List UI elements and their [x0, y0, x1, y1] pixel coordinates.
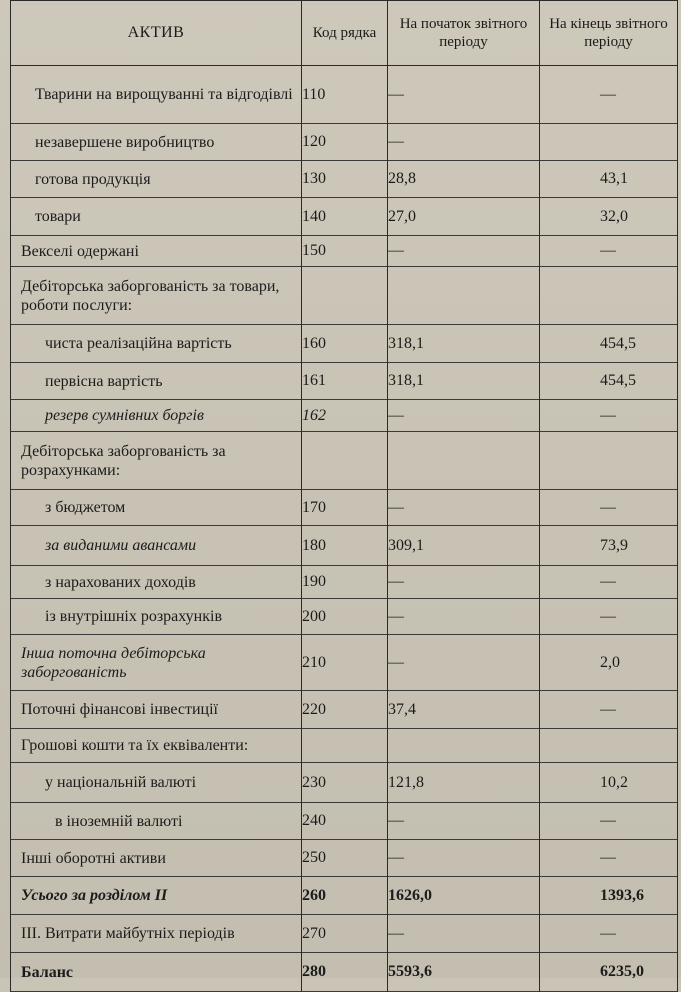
row-begin: —	[388, 840, 540, 877]
row-label: Інша поточна дебіторська заборгованість	[21, 644, 206, 681]
header-begin: На початок звітного періоду	[388, 1, 540, 66]
row-begin: 121,8	[388, 763, 540, 803]
header-code: Код рядка	[302, 1, 388, 66]
row-code: 280	[302, 953, 388, 992]
row-code: 260	[302, 877, 388, 915]
row-label: в іноземній валюті	[55, 812, 183, 830]
table-row	[11, 400, 678, 432]
row-begin: —	[388, 66, 540, 124]
row-label: Баланс	[21, 963, 74, 981]
row-end	[540, 267, 678, 325]
table-row	[11, 877, 678, 915]
table-header-row	[11, 1, 678, 66]
row-end: —	[540, 236, 678, 267]
row-end: 2,0	[540, 635, 678, 691]
row-begin: 28,8	[388, 161, 540, 198]
row-code: 110	[302, 66, 388, 124]
row-code: 140	[302, 198, 388, 236]
row-label: Інші оборотні активи	[21, 849, 166, 867]
row-end: —	[540, 915, 678, 953]
table-row	[11, 566, 678, 599]
row-end: 32,0	[540, 198, 678, 236]
row-begin: —	[388, 803, 540, 840]
row-begin: —	[388, 490, 540, 526]
row-end: 43,1	[540, 161, 678, 198]
table-row	[11, 432, 678, 490]
row-label: за виданими авансами	[45, 537, 197, 554]
row-begin: 318,1	[388, 325, 540, 363]
row-label: Тварини на вирощуванні та відгодівлі	[35, 86, 293, 103]
row-code: 270	[302, 915, 388, 953]
row-begin: —	[388, 124, 540, 161]
table-row	[11, 729, 678, 763]
row-code: 161	[302, 363, 388, 400]
table-row	[11, 840, 678, 877]
header-end: На кінець звітного періоду	[540, 1, 678, 66]
row-label: із внутрішніх розрахунків	[45, 608, 222, 625]
row-code	[302, 729, 388, 763]
table-row	[11, 915, 678, 953]
row-code	[302, 267, 388, 325]
row-begin: —	[388, 236, 540, 267]
row-begin: 5593,6	[388, 953, 540, 992]
row-begin: 318,1	[388, 363, 540, 400]
row-begin: 37,4	[388, 691, 540, 729]
row-code: 250	[302, 840, 388, 877]
row-end	[540, 432, 678, 490]
row-code: 150	[302, 236, 388, 267]
row-label: Дебіторська заборгованість за товари, роботи послуги:	[21, 277, 280, 314]
row-label: готова продукція	[35, 170, 151, 188]
row-code: 220	[302, 691, 388, 729]
table-row	[11, 953, 678, 992]
row-end: 6235,0	[540, 953, 678, 992]
row-code: 130	[302, 161, 388, 198]
row-begin	[388, 729, 540, 763]
row-label: Грошові кошти та їх еквіваленти:	[21, 737, 249, 754]
table-row	[11, 803, 678, 840]
row-label: з бюджетом	[45, 499, 126, 516]
header-asset: АКТИВ	[11, 1, 302, 66]
row-code: 120	[302, 124, 388, 161]
row-end: —	[540, 803, 678, 840]
table-row	[11, 763, 678, 803]
table-row	[11, 267, 678, 325]
table-row	[11, 526, 678, 566]
row-begin: 27,0	[388, 198, 540, 236]
row-label: товари	[35, 208, 81, 225]
row-end: —	[540, 66, 678, 124]
table-row	[11, 161, 678, 198]
table-row	[11, 325, 678, 363]
row-begin	[388, 432, 540, 490]
row-begin: 1626,0	[388, 877, 540, 915]
row-code: 170	[302, 490, 388, 526]
table-row	[11, 363, 678, 400]
row-end	[540, 729, 678, 763]
table-row	[11, 66, 678, 124]
row-code: 200	[302, 599, 388, 635]
row-end: —	[540, 490, 678, 526]
table-row	[11, 599, 678, 635]
row-begin: —	[388, 400, 540, 432]
row-label: Усього за розділом II	[21, 887, 168, 904]
row-end: —	[540, 691, 678, 729]
row-code: 190	[302, 566, 388, 599]
row-begin: —	[388, 915, 540, 953]
row-begin: 309,1	[388, 526, 540, 566]
row-code: 162	[302, 400, 388, 432]
row-end: —	[540, 400, 678, 432]
row-end: 454,5	[540, 325, 678, 363]
row-end	[540, 124, 678, 161]
table-row	[11, 691, 678, 729]
table-row	[11, 236, 678, 267]
row-end: —	[540, 840, 678, 877]
row-end: 1393,6	[540, 877, 678, 915]
row-end: 73,9	[540, 526, 678, 566]
row-begin: —	[388, 635, 540, 691]
row-code	[302, 432, 388, 490]
row-label: Дебіторська заборгованість за розрахунками:	[21, 442, 226, 479]
row-end: —	[540, 566, 678, 599]
row-label: незавершене виробництво	[35, 133, 215, 151]
row-label: чиста реалізаційна вартість	[45, 335, 232, 352]
row-begin	[388, 267, 540, 325]
row-code: 180	[302, 526, 388, 566]
row-code: 160	[302, 325, 388, 363]
row-end: —	[540, 599, 678, 635]
row-code: 230	[302, 763, 388, 803]
row-end: 10,2	[540, 763, 678, 803]
table-row	[11, 124, 678, 161]
row-label: резерв сумнівних боргів	[45, 407, 204, 424]
row-label: у національній валюті	[45, 774, 197, 791]
row-label: ІІІ. Витрати майбутніх періодів	[21, 925, 235, 942]
row-label: первісна вартість	[45, 372, 163, 390]
table-row	[11, 490, 678, 526]
table-row	[11, 198, 678, 236]
row-begin: —	[388, 566, 540, 599]
row-end: 454,5	[540, 363, 678, 400]
balance-sheet-table	[10, 0, 678, 992]
row-begin: —	[388, 599, 540, 635]
row-code: 210	[302, 635, 388, 691]
row-label: Поточні фінансові інвестиції	[21, 701, 218, 718]
table-row	[11, 635, 678, 691]
row-code: 240	[302, 803, 388, 840]
row-label: з нарахованих доходів	[45, 573, 196, 591]
row-label: Векселі одержані	[21, 242, 139, 260]
